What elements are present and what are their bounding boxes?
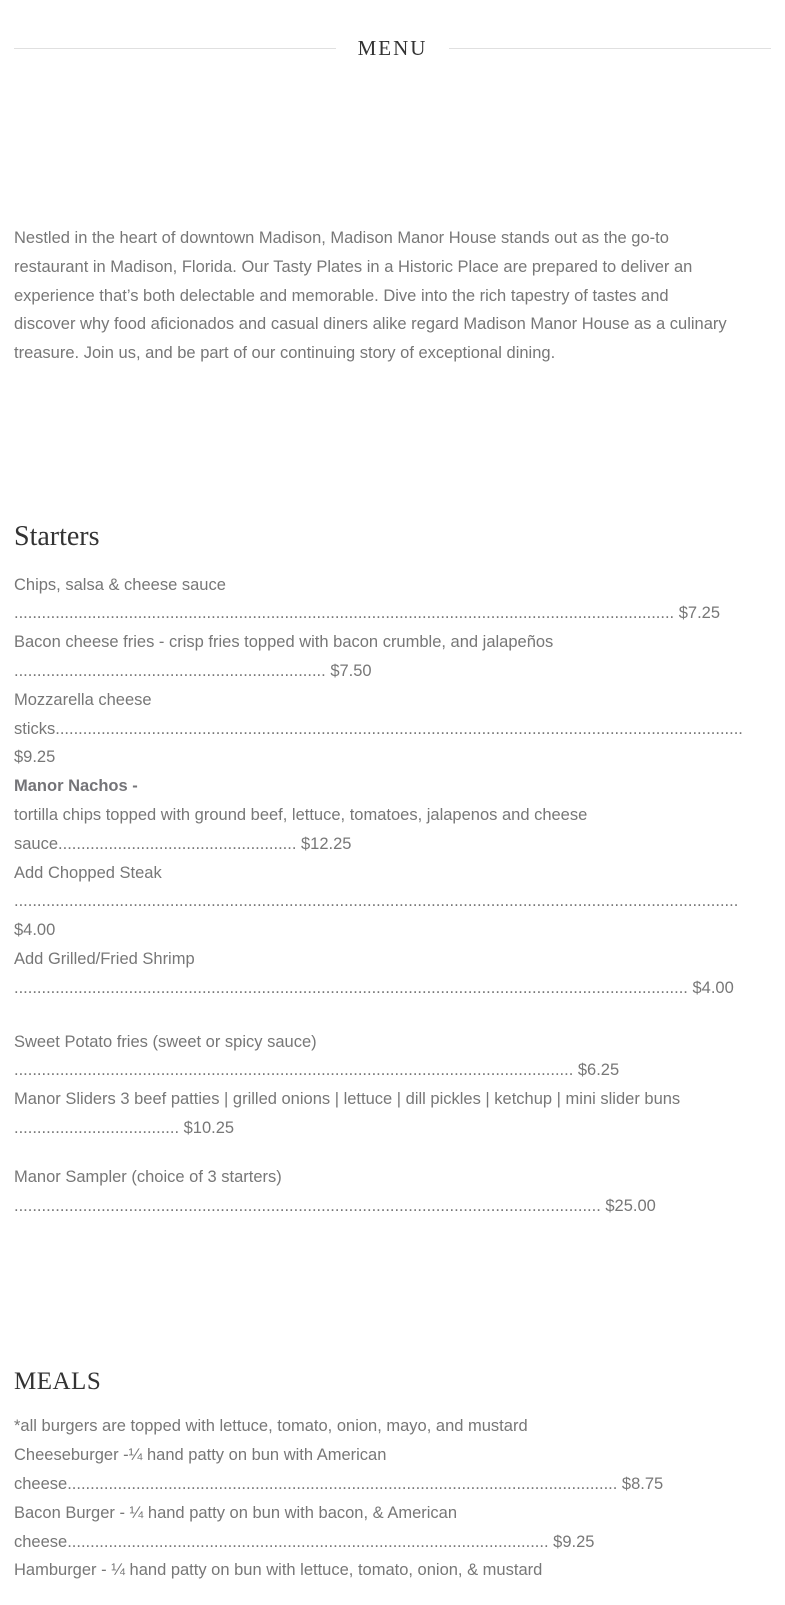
menu-line-with-price [14,1192,771,1221]
item-text: Add Grilled/Fried Shrimp [14,949,195,968]
menu-line [14,859,771,888]
starters-group-3 [14,1163,771,1221]
dot-leader: .................................................... [58,834,297,853]
menu-line [14,1412,771,1441]
menu-line-with-price [14,974,771,1003]
item-text: Mozzarella cheese [14,690,152,709]
menu-line [14,801,771,830]
item-text: Sweet Potato fries (sweet or spicy sauce) [14,1032,317,1051]
item-text: Bacon cheese fries - crisp fries topped with bacon crumble, and jalapeños [14,633,554,652]
menu-line [14,310,771,339]
item-text: Nestled in the heart of downtown Madison, Madison Manor House stands out as the go-to [14,229,669,247]
item-price: $12.25 [296,834,352,853]
item-text: Manor Sampler (choice of 3 starters) [14,1167,282,1186]
menu-line [14,571,771,600]
starters-group-1 [14,571,771,1003]
page-title: MENU [357,36,428,60]
dot-leader: .......................................................................................................................... [14,1061,574,1080]
dot-leader: ......................................................................................................... [67,1532,549,1551]
menu-line-with-price [14,599,771,628]
item-text: cheese [14,1474,68,1493]
menu-page [0,36,785,1585]
item-text: discover why food aficionados and casual diners alike regard Madison Manor House as a culinary [14,315,727,334]
menu-line [14,339,771,368]
menu-line-with-price [14,1528,771,1557]
dot-leader: ........................................................................................................................ [67,1474,618,1493]
dot-leader: .............................................................................................................................................................. [14,892,739,911]
item-price: $9.25 [548,1532,595,1551]
item-price: $7.50 [325,661,372,680]
item-text: Manor Nachos - [14,777,138,796]
menu-line [14,945,771,974]
menu-line [14,715,771,744]
item-text: Manor Sliders 3 beef patties | grilled onions | lettuce | dill pickles | ketchup | mini slider buns [14,1090,681,1109]
meals-section [14,1367,771,1585]
menu-header [14,36,771,61]
item-price: $10.25 [179,1118,235,1137]
item-price: $25.00 [600,1196,656,1215]
dot-leader: .................................... [14,1118,180,1137]
item-text: treasure. Join us, and be part of our continuing story of exceptional dining. [14,344,556,363]
menu-line [14,743,771,772]
dot-leader: .................................................................... [14,661,326,680]
dot-leader: ................................................................................................................................................ [14,604,675,623]
menu-line-with-price [14,1470,771,1499]
menu-line [14,916,771,945]
menu-line [14,1028,771,1057]
header-rule-left [14,48,336,49]
dot-leader: ................................................................................................................................ [14,1196,601,1215]
menu-line [14,253,771,282]
item-text: cheese [14,1532,68,1551]
intro-paragraph [14,224,771,368]
menu-line [14,887,771,916]
item-text: sauce [14,834,59,853]
menu-line [14,224,771,253]
menu-line [14,772,771,801]
item-text: restaurant in Madison, Florida. Our Tasty Plates in a Historic Place are prepared to deliver an [14,257,693,276]
item-price: $7.25 [674,604,721,623]
item-text: experience that’s both delectable and memorable. Dive into the rich tapestry of tastes and [14,286,669,305]
menu-line [14,1499,771,1528]
menu-line [14,628,771,657]
item-price: $6.25 [573,1061,620,1080]
header-rule-right [449,48,771,49]
item-text: tortilla chips topped with ground beef, lettuce, tomatoes, jalapenos and cheese [14,805,588,824]
item-text: $9.25 [14,748,56,767]
menu-line [14,1441,771,1470]
item-text: Chips, salsa & cheese sauce [14,575,226,594]
menu-line [14,282,771,311]
menu-line [14,686,771,715]
starters-heading: Starters [14,520,100,552]
meals-heading: MEALS [14,1368,102,1396]
item-text: *all burgers are topped with lettuce, tomato, onion, mayo, and mustard [14,1417,528,1436]
item-text: Hamburger - ¼ hand patty on bun with lettuce, tomato, onion, & mustard [14,1561,543,1580]
item-text: $4.00 [14,921,56,940]
menu-line-with-price [14,1114,771,1143]
dot-leader: ...................................................................................................................................................... [55,719,743,738]
item-price: $8.75 [617,1474,664,1493]
item-text: Add Chopped Steak [14,863,162,882]
dot-leader: ................................................................................................................................................... [14,978,688,997]
item-text: sticks [14,719,56,738]
menu-line-with-price [14,830,771,859]
starters-section [14,520,771,1220]
menu-line-with-price [14,657,771,686]
menu-line-with-price [14,1056,771,1085]
menu-line [14,1556,771,1585]
menu-line [14,1163,771,1192]
item-text: Cheeseburger -¼ hand patty on bun with American [14,1446,387,1465]
item-text: Bacon Burger - ¼ hand patty on bun with bacon, & American [14,1503,458,1522]
item-price: $4.00 [687,978,734,997]
starters-group-2 [14,1028,771,1143]
menu-line [14,1085,771,1114]
meals-group-1 [14,1412,771,1585]
